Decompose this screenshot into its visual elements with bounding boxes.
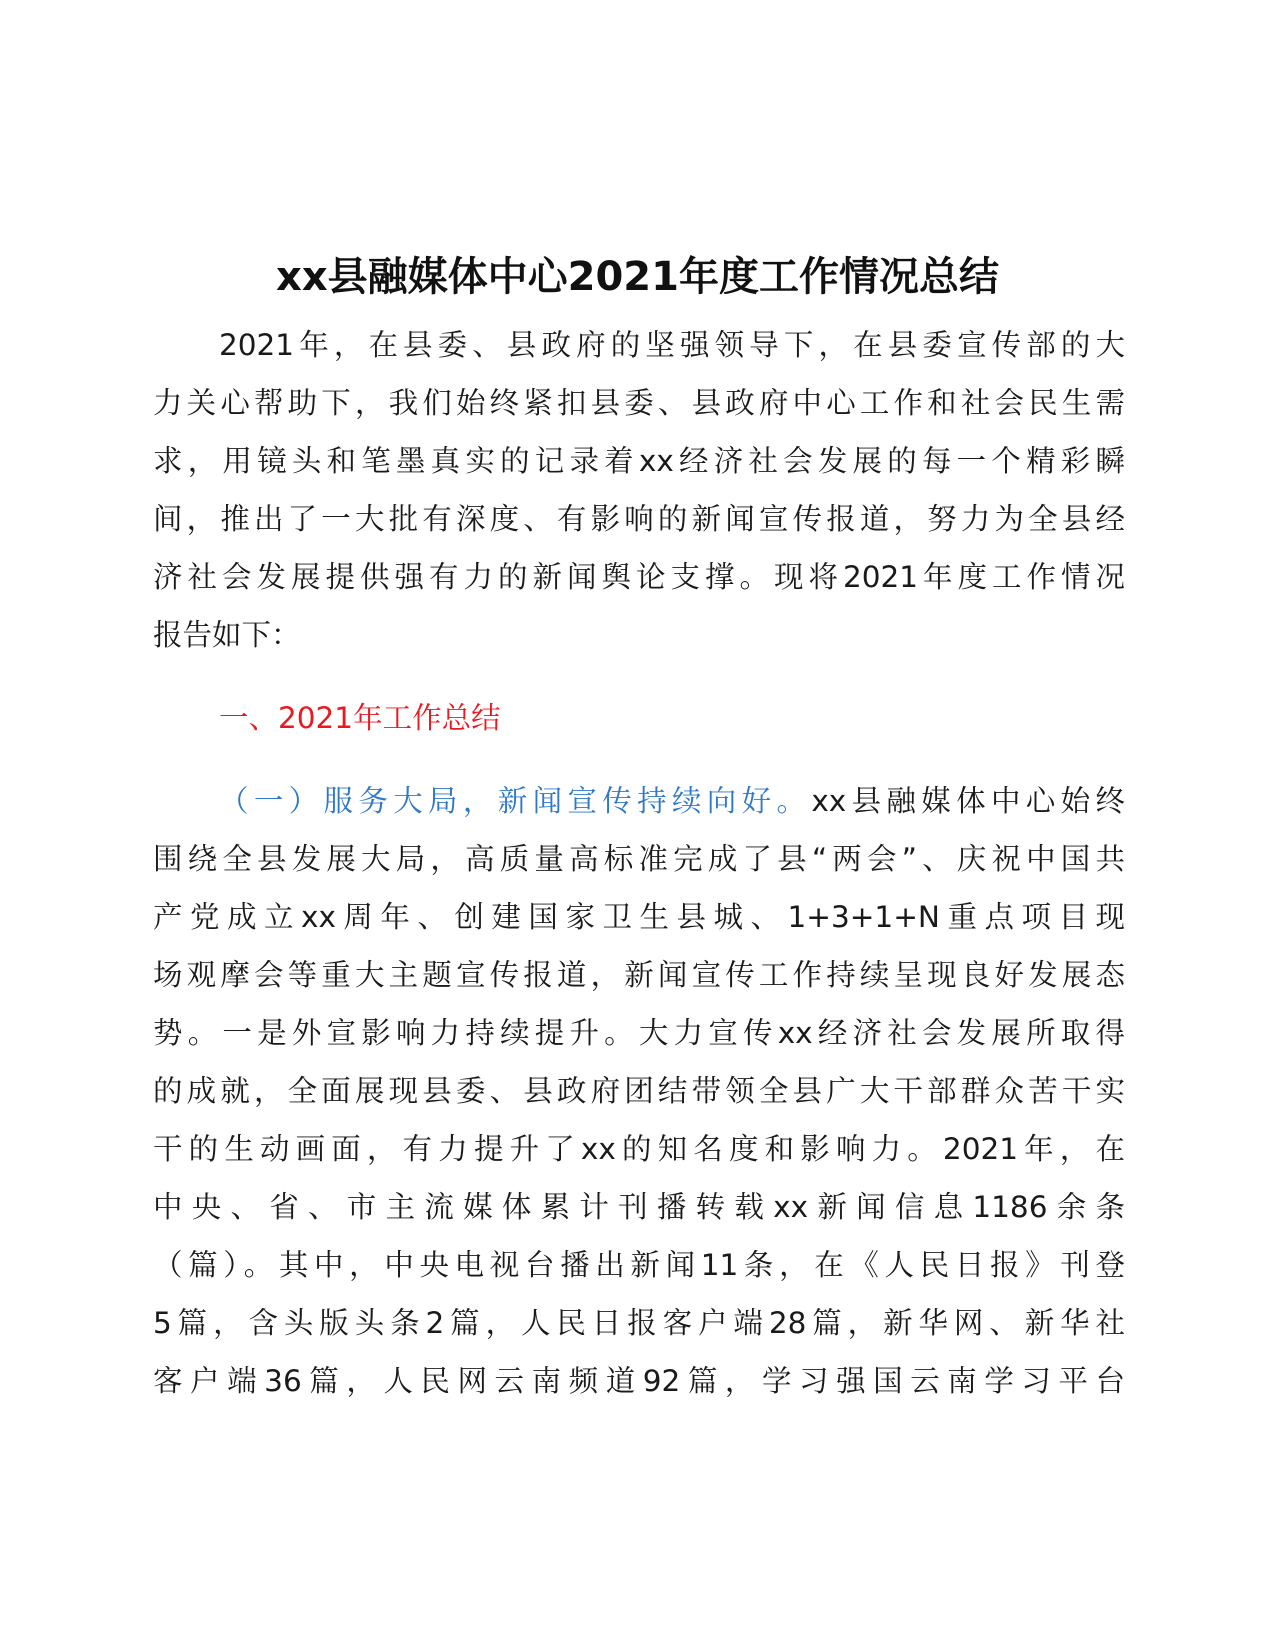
intro-line: 济社会发展提供强有力的新闻舆论支撑。现将2021年度工作情况 (153, 560, 1125, 594)
intro-line: 报告如下： (153, 618, 301, 652)
body-line: 场观摩会等重大主题宣传报道，新闻宣传工作持续呈现良好发展态 (153, 958, 1125, 992)
body-line: 干的生动画面，有力提升了xx的知名度和影响力。2021年，在 (153, 1132, 1125, 1166)
paragraph-first-line-text: xx县融媒体中心始终 (811, 784, 1125, 818)
body-line: 产党成立xx周年、创建国家卫生县城、1+3+1+N重点项目现 (153, 900, 1125, 934)
paragraph-first-line (153, 772, 1125, 830)
intro-line: 力关心帮助下，我们始终紧扣县委、县政府中心工作和社会民生需 (153, 386, 1125, 420)
body-line: 势。一是外宣影响力持续提升。大力宣传xx经济社会发展所取得 (153, 1016, 1125, 1050)
intro-line: 求，用镜头和笔墨真实的记录着xx经济社会发展的每一个精彩瞬 (153, 444, 1125, 478)
body-line: 中央、省、市主流媒体累计刊播转载xx新闻信息1186余条 (153, 1190, 1125, 1224)
body-line: 的成就，全面展现县委、县政府团结带领全县广大干部群众苦干实 (153, 1074, 1125, 1108)
body-line: （篇）。其中，中央电视台播出新闻11条，在《人民日报》刊登 (153, 1248, 1125, 1282)
body-line: 5篇，含头版头条2篇，人民日报客户端28篇，新华网、新华社 (153, 1306, 1125, 1340)
intro-line: 间，推出了一大批有深度、有影响的新闻宣传报道，努力为全县经 (153, 502, 1125, 536)
intro-paragraph (153, 316, 1125, 664)
section-heading: 一、2021年工作总结 (219, 701, 501, 735)
body-line: 客户端36篇，人民网云南频道92篇，学习强国云南学习平台 (153, 1364, 1125, 1398)
body-line: 围绕全县发展大局，高质量高标准完成了县“两会”、庆祝中国共 (153, 842, 1125, 876)
subsection-heading: （一）服务大局，新闻宣传持续向好。 (219, 784, 812, 818)
document-title: xx县融媒体中心2021年度工作情况总结 (276, 253, 999, 300)
work-summary-paragraph (153, 772, 1125, 1410)
intro-line: 2021年，在县委、县政府的坚强领导下，在县委宣传部的大 (219, 328, 1125, 362)
